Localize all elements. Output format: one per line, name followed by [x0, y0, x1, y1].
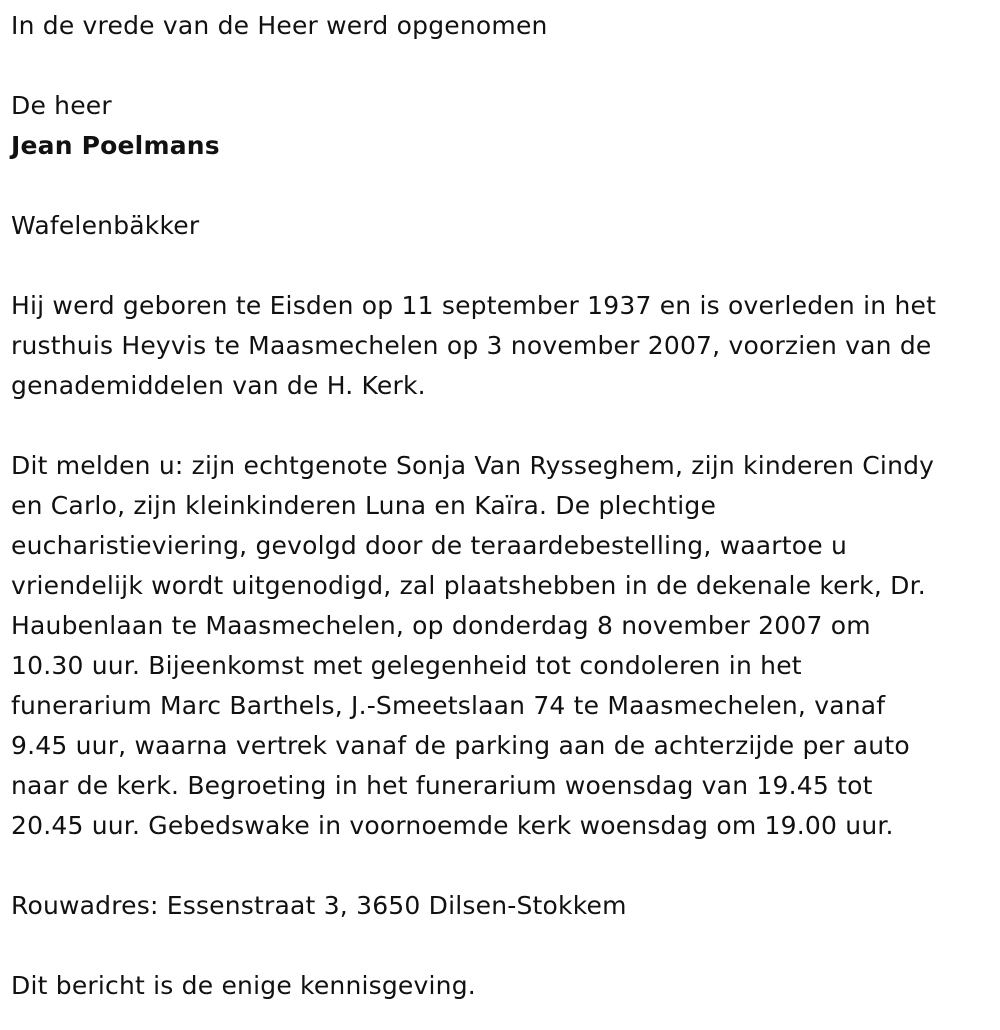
spacer — [11, 46, 988, 86]
paragraph-line: naar de kerk. Begroeting in het funerarium woensdag van 19.45 tot — [11, 771, 873, 800]
paragraph-line: en Carlo, zijn kleinkinderen Luna en Kaïra. De plechtige — [11, 491, 717, 520]
paragraph-line: 10.30 uur. Bijeenkomst met gelegenheid tot condoleren in het — [11, 651, 802, 680]
spacer — [11, 846, 988, 886]
intro-line: In de vrede van de Heer werd opgenomen — [11, 11, 548, 40]
honorific: De heer — [11, 91, 112, 120]
paragraph-line: rusthuis Heyvis te Maasmechelen op 3 november 2007, voorzien van de — [11, 331, 932, 360]
paragraph-line: vriendelijk wordt uitgenodigd, zal plaatshebben in de dekenale kerk, Dr. — [11, 571, 926, 600]
paragraph-line: Dit melden u: zijn echtgenote Sonja Van Rysseghem, zijn kinderen Cindy — [11, 451, 935, 480]
spacer — [11, 926, 988, 966]
announcement-paragraph — [11, 446, 988, 846]
paragraph-line: Haubenlaan te Maasmechelen, op donderdag 8 november 2007 om — [11, 611, 871, 640]
closing-line: Dit bericht is de enige kennisgeving. — [11, 971, 476, 1000]
occupation: Wafelenbäkker — [11, 211, 200, 240]
paragraph-line: 20.45 uur. Gebedswake in voornoemde kerk woensdag om 19.00 uur. — [11, 811, 894, 840]
paragraph-line: eucharistieviering, gevolgd door de teraardebestelling, waartoe u — [11, 531, 848, 560]
mourning-address: Rouwadres: Essenstraat 3, 3650 Dilsen-Stokkem — [11, 891, 627, 920]
spacer — [11, 166, 988, 206]
paragraph-line: funerarium Marc Barthels, J.-Smeetslaan 74 te Maasmechelen, vanaf — [11, 691, 886, 720]
deceased-name: Jean Poelmans — [11, 131, 220, 160]
paragraph-line: genademiddelen van de H. Kerk. — [11, 371, 426, 400]
spacer — [11, 406, 988, 446]
paragraph-line: Hij werd geboren te Eisden op 11 september 1937 en is overleden in het — [11, 291, 937, 320]
birth-death-paragraph — [11, 286, 988, 406]
spacer — [11, 246, 988, 286]
paragraph-line: 9.45 uur, waarna vertrek vanaf de parking aan de achterzijde per auto — [11, 731, 910, 760]
